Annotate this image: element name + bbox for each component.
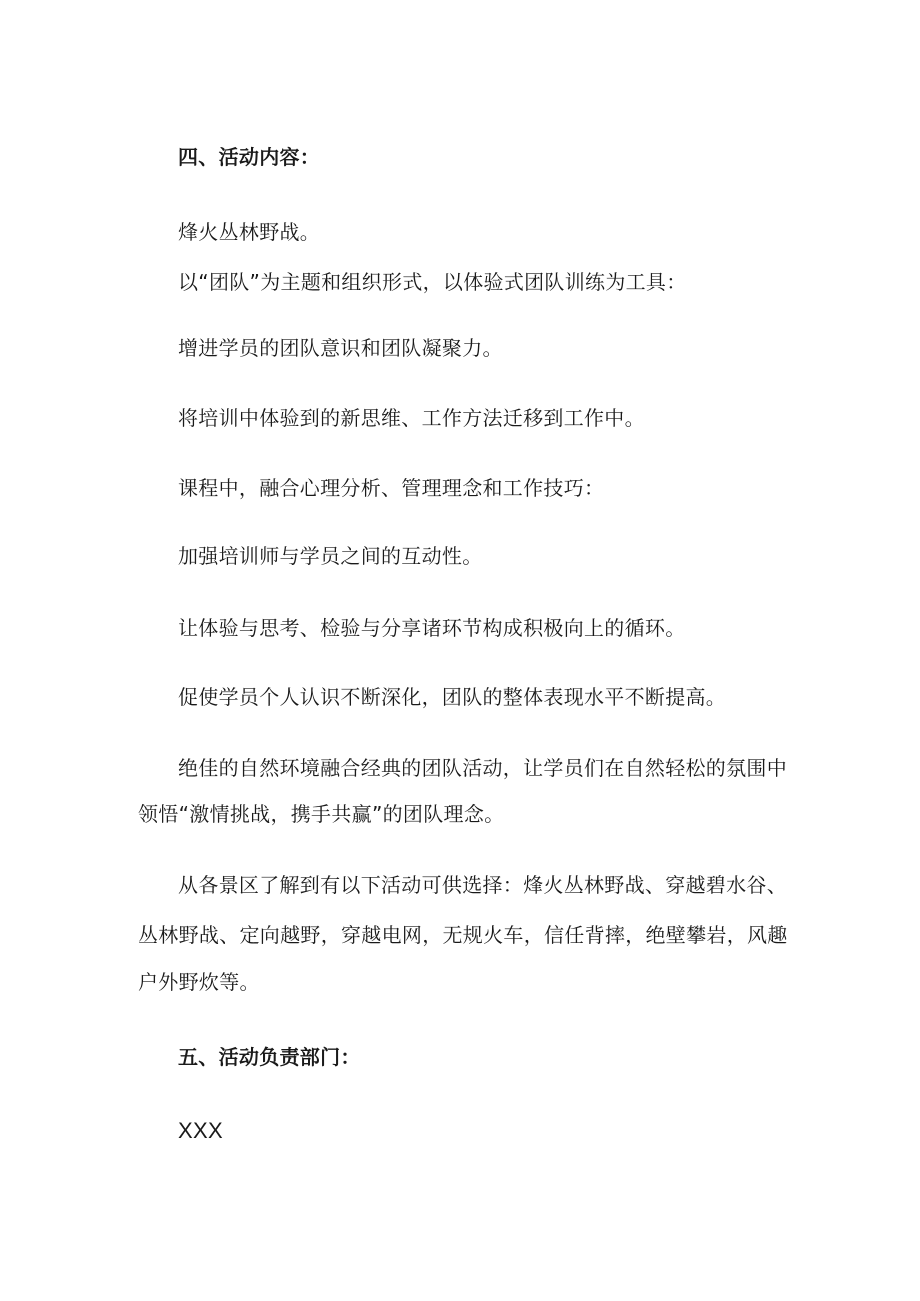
paragraph-line: 户外野炊等。 [138, 970, 260, 994]
department-name: XXX [178, 1118, 223, 1143]
paragraph-line: 从各景区了解到有以下活动可供选择：烽火丛林野战、穿越碧水谷、 [178, 873, 787, 897]
paragraph-line: 加强培训师与学员之间的互动性。 [178, 544, 483, 568]
section-heading-activity-content: 四、活动内容： [178, 145, 321, 169]
paragraph-line: 烽火丛林野战。 [178, 220, 321, 244]
paragraph-line: 以“团队”为主题和组织形式，以体验式团队训练为工具： [178, 270, 687, 294]
paragraph-line: 课程中，融合心理分析、管理理念和工作技巧： [178, 476, 605, 500]
paragraph-line: 丛林野战、定向越野，穿越电网，无规火车，信任背摔，绝壁攀岩，风趣 [138, 923, 788, 947]
paragraph-line: 将培训中体验到的新思维、工作方法迁移到工作中。 [178, 406, 645, 430]
paragraph-line: 增进学员的团队意识和团队凝聚力。 [178, 336, 503, 360]
paragraph-line: 让体验与思考、检验与分享诸环节构成积极向上的循环。 [178, 616, 686, 640]
section-heading-responsible-department: 五、活动负责部门： [178, 1045, 361, 1069]
paragraph-line: 绝佳的自然环境融合经典的团队活动，让学员们在自然轻松的氛围中 [178, 756, 787, 780]
paragraph-line: 领悟“激情挑战，携手共赢”的团队理念。 [138, 802, 505, 826]
paragraph-line: 促使学员个人认识不断深化，团队的整体表现水平不断提高。 [178, 685, 727, 709]
